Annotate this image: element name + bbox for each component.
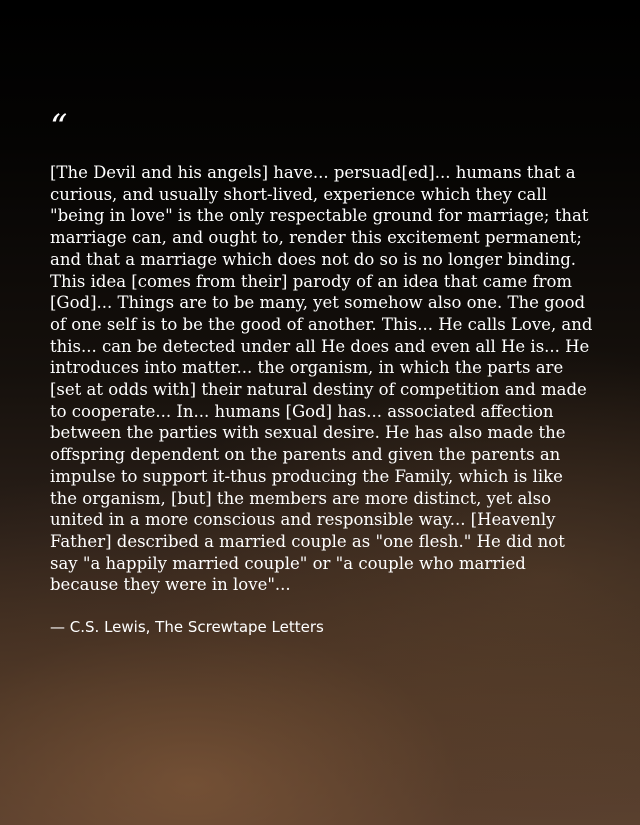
- quote-card: [50, 107, 595, 637]
- quote-text: [The Devil and his angels] have... persuad[ed]... humans that a curious, and usually short-lived, experience which they call "being in love" is the only respectable ground for marriage; that marriage can, and ought to, render this excitement permanent; and that a marriage which does not do so is no longer binding. This idea [comes from their] parody of an idea that came from [God]... Things are to be many, yet somehow also one. The good of one self is to be the good of another. This... He calls Love, and this... can be detected under all He does and even all He is... He introduces into matter... the organism, in which the parts are [set at odds with] their natural destiny of competition and made to cooperate... In... humans [God] has... associated affection between the parties with sexual desire. He has also made the offspring dependent on the parents and given the parents an impulse to support it-thus producing the Family, which is like the organism, [but] the members are more distinct, yet also united in a more conscious and responsible way... [Heavenly Father] described a married couple as "one flesh." He did not say "a happily married couple" or "a couple who married because they were in love"...: [50, 163, 593, 595]
- quote-mark-icon: “: [50, 107, 68, 147]
- quote-attribution: — C.S. Lewis, The Screwtape Letters: [50, 618, 324, 637]
